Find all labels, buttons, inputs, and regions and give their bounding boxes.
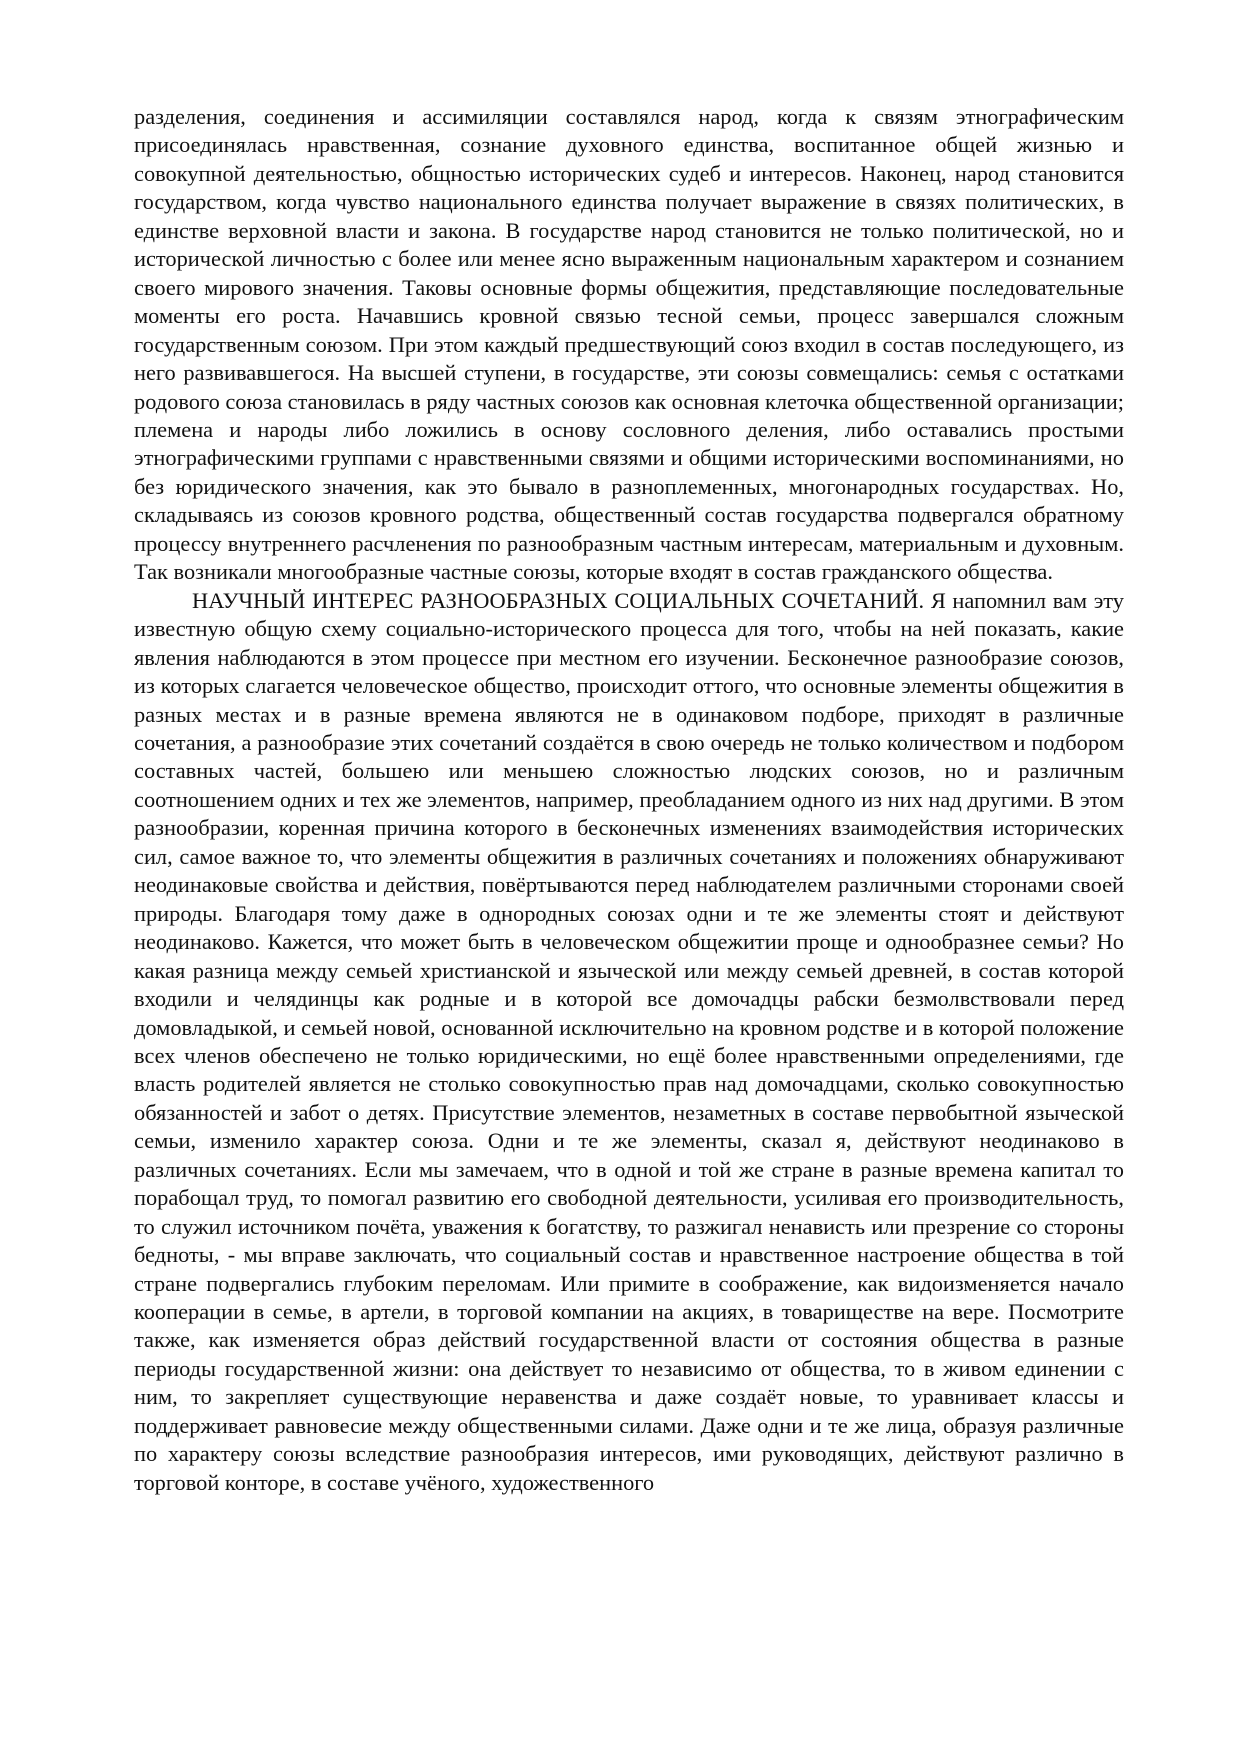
paragraph-section <box>134 587 1124 1498</box>
paragraph-body: Я напомнил вам эту известную общую схему социально-исторического процесса для того, чтобы на ней показать, какие явления наблюдаются в этом процессе при местном его изучении. Бесконечное разнообразие союзов, из которых слагается человеческое общество, происходит оттого, что основные элементы общежития в разных местах и в разные времена являются не в одинаковом подборе, приходят в различные сочетания, а разнообразие этих сочетаний создаётся в свою очередь не только количеством и подбором составных частей, большею или меньшею сложностью людских союзов, но и различным соотношением одних и тех же элементов, например, преобладанием одного из них над другими. В этом разнообразии, коренная причина которого в бесконечных изменениях взаимодействия исторических сил, самое важное то, что элементы общежития в различных сочетаниях и положениях обнаруживают неодинаковые свойства и действия, повёртываются перед наблюдателем различными сторонами своей природы. Благодаря тому даже в однородных союзах одни и те же элементы стоят и действуют неодинаково. Кажется, что может быть в человеческом общежитии проще и однообразнее семьи? Но какая разница между семьей христианской и языческой или между семьей древней, в состав которой входили и челядинцы как родные и в которой все домочадцы рабски безмолвствовали перед домовладыкой, и семьей новой, основанной исключительно на кровном родстве и в которой положение всех членов обеспечено не только юридическими, но ещё более нравственными определениями, где власть родителей является не столько совокупностью прав над домочадцами, сколько совокупностью обязанностей и забот о детях. Присутствие элементов, незаметных в составе первобытной языческой семьи, изменило характер союза. Одни и те же элементы, сказал я, действуют неодинаково в различных сочетаниях. Если мы замечаем, что в одной и той же стране в разные времена капитал то порабощал труд, то помогал развитию его свободной деятельности, усиливая его производительность, то служил источником почёта, уважения к богатству, то разжигал ненависть или презрение со стороны бедноты, - мы вправе заключать, что социальный состав и нравственное настроение общества в той стране подвергались глубоким переломам. Или примите в соображение, как видоизменяется начало кооперации в семье, в артели, в торговой компании на акциях, в товариществе на вере. Посмотрите также, как изменяется образ действий государственной власти от состояния общества в разные периоды государственной жизни: она действует то независимо от общества, то в живом единении с ним, то закрепляет существующие неравенства и даже создаёт новые, то уравнивает классы и поддерживает равновесие между общественными силами. Даже одни и те же лица, образуя различные по характеру союзы вследствие разнообразия интересов, ими руководящих, действуют различно в торговой конторе, в составе учёного, художественного <box>134 587 1124 1495</box>
section-heading: НАУЧНЫЙ ИНТЕРЕС РАЗНООБРАЗНЫХ СОЦИАЛЬНЫХ СОЧЕТАНИЙ. <box>192 587 925 613</box>
paragraph-continuation: разделения, соединения и ассимиляции составлялся народ, когда к связям этнографическим присоединялась нравственная, сознание духовного единства, воспитанное общей жизнью и совокупной деятельностью, общностью исторических судеб и интересов. Наконец, народ становится государством, когда чувство национального единства получает выражение в связях политических, в единстве верховной власти и закона. В государстве народ становится не только политической, но и исторической личностью с более или менее ясно выраженным национальным характером и сознанием своего мирового значения. Таковы основные формы общежития, представляющие последовательные моменты его роста. Начавшись кровной связью тесной семьи, процесс завершался сложным государственным союзом. При этом каждый предшествующий союз входил в состав последующего, из него развивавшегося. На высшей ступени, в государстве, эти союзы совмещались: семья с остатками родового союза становилась в ряду частных союзов как основная клеточка общественной организации; племена и народы либо ложились в основу сословного деления, либо оставались простыми этнографическими группами с нравственными связями и общими историческими воспоминаниями, но без юридического значения, как это бывало в разноплеменных, многонародных государствах. Но, складываясь из союзов кровного родства, общественный состав государства подвергался обратному процессу внутреннего расчленения по разнообразным частным интересам, материальным и духовным. Так возникали многообразные частные союзы, которые входят в состав гражданского общества. <box>134 104 1124 585</box>
document-page <box>134 103 1124 1497</box>
